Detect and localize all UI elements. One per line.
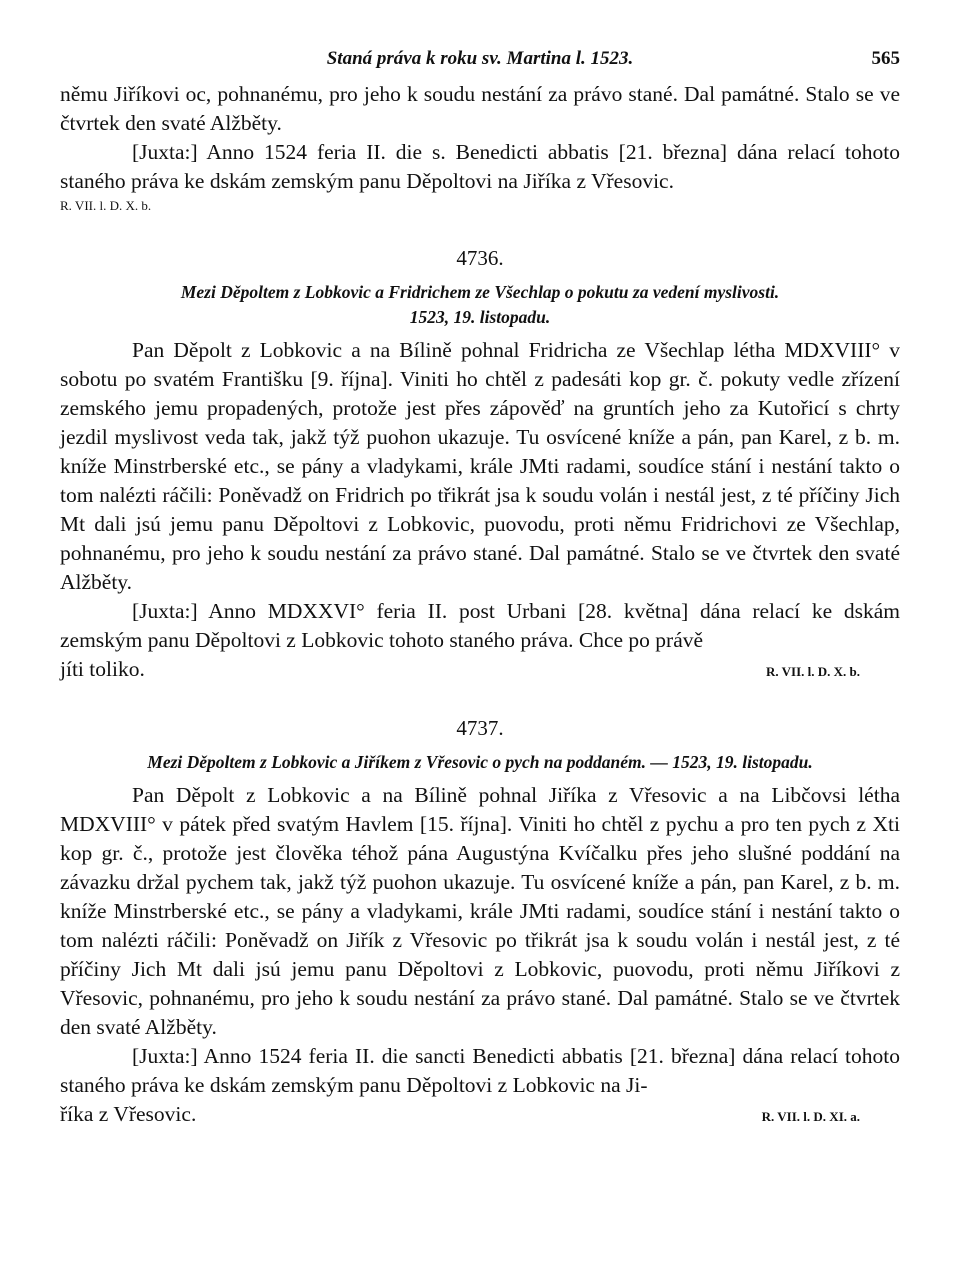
entry-title-line: Mezi Děpoltem z Lobkovic a Fridrichem ze Všechlap o pokutu za vedení myslivosti. bbox=[180, 282, 780, 302]
entry-number: 4736. bbox=[456, 246, 504, 270]
entry-body-paragraph: Pan Děpolt z Lobkovic a na Bílině pohnal Jiříka z Vřesovic a na Libčovsi létha MDXVIII° v pátek před svatým Havlem [15. října]. Viniti ho chtěl z pychu a pro ten pych z Xti kop gr. č., protože jest člověka téhož pána Augustýna Kvíčalku přes jeho slušné poddání na závazku držal pychem tak, jakž týž puohon ukazuje. Tu osvícené kníže a pán, pan Karel, z b. m. kníže Minstrberské etc., se pány a vladykami, krále JMti radami, soudíce stání i nestání takto o tom nalézti ráčili: Poněvadž on Jiřík z Vřesovic po třikrát jsa k soudu volán i nestál jest, z té příčiny Jich Mt dali jsú jemu panu Děpoltovi z Lobkovic, puovodu, proti němu Jiříkovi z Vřesovic, pohnanému, pro jeho k soudu nestání za právo stané. Dal památné. Stalo se ve čtvrtek den svaté Alžběty. bbox=[60, 783, 900, 1039]
page-number: 565 bbox=[871, 48, 900, 69]
entry-date: 1523, 19. listopadu. bbox=[409, 307, 551, 327]
relation-paragraph: [Juxta:] Anno 1524 feria II. die sancti Benedicti abbatis [21. března] dána relací tohoto staného práva ke dskám zemským panu Děpoltovi z Lobkovic na Ji- bbox=[60, 1044, 900, 1097]
continuation-paragraph: němu Jiříkovi oc, pohnanému, pro jeho k soudu nestání za právo stané. Dal památné. Stalo se ve čtvrtek den svaté Alžběty. bbox=[60, 82, 900, 135]
closing-text: jíti toliko. bbox=[60, 657, 145, 681]
relation-paragraph: [Juxta:] Anno MDXXVI° feria II. post Urbani [28. května] dána relací ke dskám zemským panu Děpoltovi z Lobkovic tohoto staného práva. Chce po právě bbox=[60, 599, 900, 652]
archive-signature: R. VII. l. D. X. b. bbox=[60, 198, 152, 213]
archive-signature: R. VII. l. D. X. b. bbox=[765, 664, 860, 679]
archive-signature: R. VII. l. D. XI. a. bbox=[761, 1109, 860, 1124]
document-page bbox=[60, 40, 900, 1131]
running-title: Staná práva k roku sv. Martina l. 1523. bbox=[326, 48, 634, 69]
closing-text: říka z Vřesovic. bbox=[60, 1102, 197, 1126]
entry-title: Mezi Děpoltem z Lobkovic a Jiříkem z Vřesovic o pych na poddaném. — 1523, 19. listopadu. bbox=[147, 752, 813, 772]
closing-line bbox=[60, 1100, 900, 1131]
entry-title bbox=[60, 280, 900, 330]
relation-paragraph: [Juxta:] Anno 1524 feria II. die s. Benedicti abbatis [21. března] dána relací tohoto staného práva ke dskám zemským panu Děpoltovi na Jiříka z Vřesovic. bbox=[60, 140, 900, 193]
running-header bbox=[60, 40, 900, 80]
entry-body-paragraph: Pan Děpolt z Lobkovic a na Bílině pohnal Fridricha ze Všechlap létha MDXVIII° v sobotu po svatém Františku [9. října]. Viniti ho chtěl z padesáti kop gr. č. pokuty vedle zřízení zemského jemu propadených, protože jest přes zápověď na gruntích jeho za Kutořicí s chrty jezdil myslivost veda tak, jakž týž puohon ukazuje. Tu osvícené kníže a pán, pan Karel, z b. m. kníže Minstrberské etc., se pány a vladykami, krále JMti radami, soudíce stání i nestání takto o tom nalézti ráčili: Poněvadž on Fridrich po třikrát jsa k soudu volán i nestál jest, z té příčiny Jich Mt dali jsú jemu panu Děpoltovi z Lobkovic, puovodu, proti němu Fridrichovi ze Všechlap, pohnanému, pro jeho k soudu nestání za právo stané. Dal památné. Stalo se ve čtvrtek den svaté Alžběty. bbox=[60, 338, 900, 594]
closing-line bbox=[60, 655, 900, 686]
entry-number: 4737. bbox=[456, 716, 504, 740]
